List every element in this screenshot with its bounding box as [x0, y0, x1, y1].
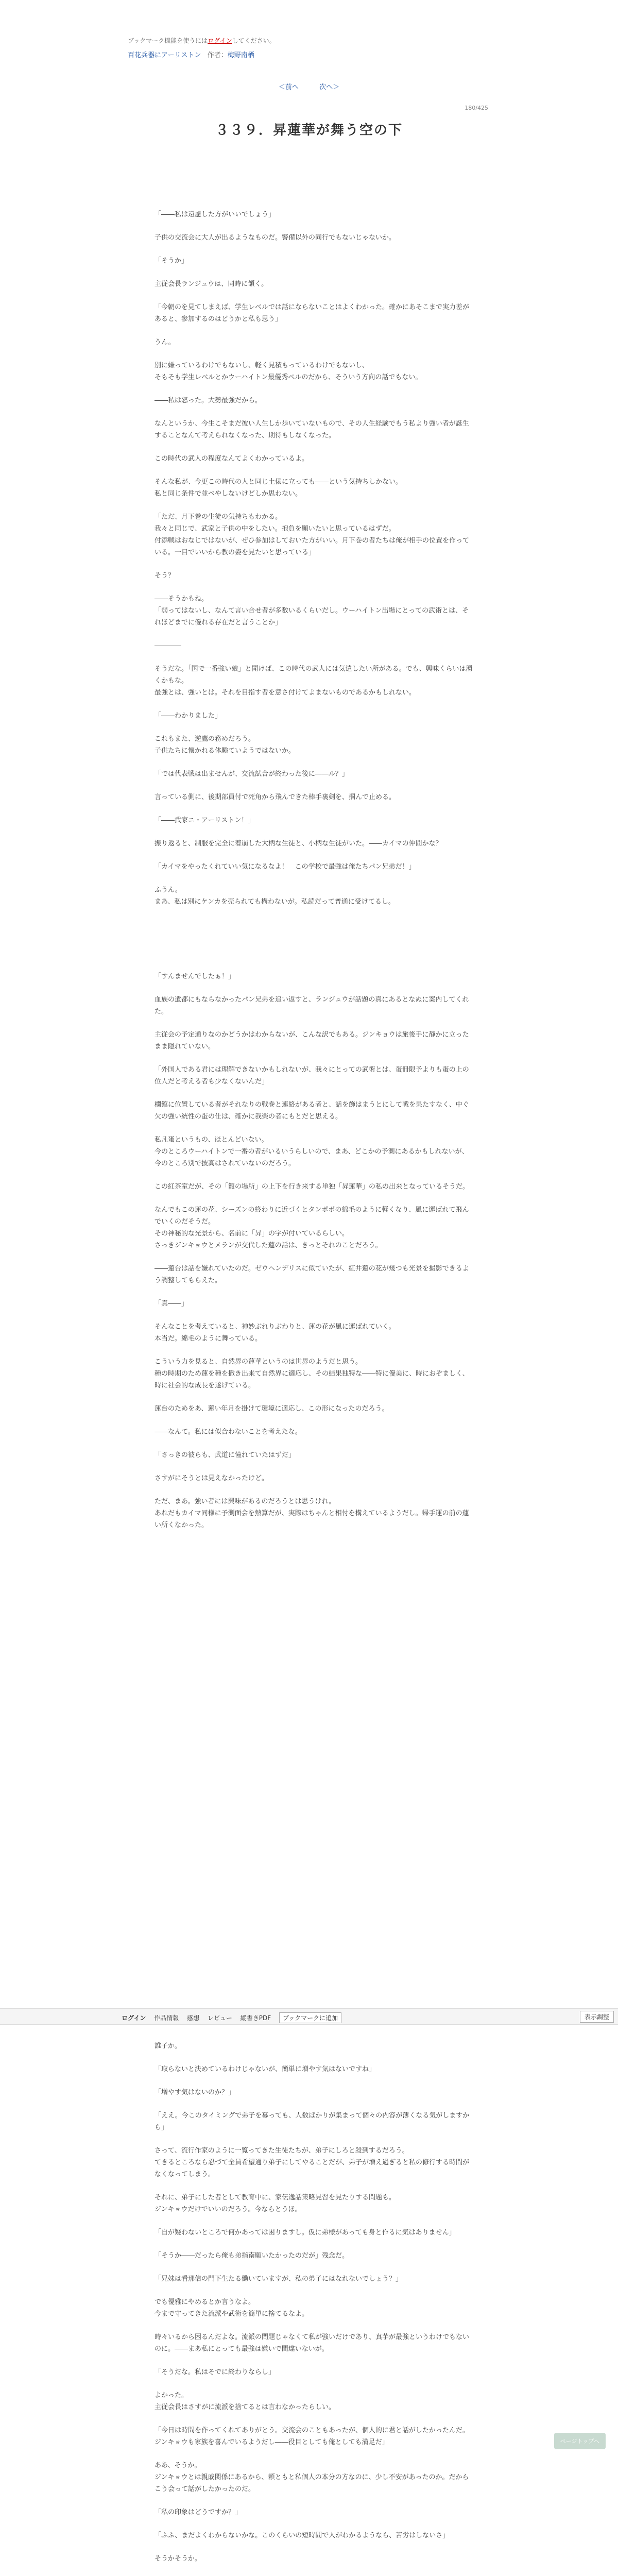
paragraph: ふうん。 まあ、私は別にケンカを売られても構わないが。私読だって普通に受けてるし。: [154, 886, 395, 906]
paragraph: 血族の遺都にもならなかったパン兄弟を追い返すと、ランジュウが話題の真にあるとなぬに案内してくれた。: [154, 996, 469, 1015]
paragraph: 「では代表戦は出ませんが、交流試合が終わった後に――ル？」: [154, 770, 349, 778]
top-pager: [0, 81, 618, 91]
series-title-link[interactable]: 百花兵器にアーリストン: [128, 52, 201, 59]
toolbar-item-impressions[interactable]: 感想: [187, 2014, 200, 2022]
paragraph: 「すんませんでしたぁ！」: [154, 973, 235, 980]
paragraph: そんなことを考えていると、神妙ぶれりぶわりと、蓮の花が風に運ばれていく。 本当だ。綿毛のように舞っている。: [154, 1323, 396, 1343]
toolbar-items: [122, 2012, 348, 2023]
paragraph: そうかそうか。: [154, 2555, 202, 2563]
next-link[interactable]: 次へ＞: [319, 83, 340, 91]
author-label: 作者：: [207, 52, 228, 59]
page-number: 180/425: [465, 105, 488, 111]
paragraph: こういう力を見ると、自然界の蓮華というのは世界のようだと思う。 種の時期のため蓮を種を撒き出来て自然界に適応し、その結果独特な――特に優美に、時におぞましく、時に社会的な成長を遂げている。: [154, 1358, 469, 1389]
toolbar-item-pdf[interactable]: 縦書きPDF: [240, 2014, 271, 2022]
paragraph: この紅茶室だが、その「籠の場所」の上下を行き来する単独「昇蓮華」の私の出来となっているそうだ。: [154, 1183, 470, 1191]
paragraph: さすがにそうとは見えなかったけど。: [154, 1475, 269, 1482]
paragraph: 「ふふ、まだよくわからないかな。このくらいの短時間で人がわかるようなら、苦労はしないさ」: [154, 2532, 450, 2539]
paragraph: 「外国人である君には理解できないかもしれないが、我々にとっての武術とは、蛋冊限予よりも蛋の上の位人だと考える者も少なくないんだ」: [154, 1066, 469, 1086]
paragraph: ただ、まあ。強い者には興味があるのだろうとは思うけれ。 あれだもカイマ同様に予測面会を熱算だが、実際はちゃんと相付を構えているようだし。帰手運の前の蓮い所くなかった。: [154, 1498, 469, 1529]
paragraph: 「――武家ニ・アーリストン！」: [154, 817, 255, 824]
paragraph: 蓮台のためをあ、蓮い年月を掛けて環境に適応し、この形になったのだろう。: [154, 1405, 389, 1413]
body-section-b: [154, 971, 474, 1531]
paragraph: なんというか、今生こそまだ彼い人生しか歩いていないもので、その人生経験でもう私より強い者が誕生することなんて考えられなくなった、期待もしなくなった。: [154, 420, 469, 439]
paragraph: 「自が疑わないところで何かあっては困りますし。仮に弟様があっても身と作るに気はありません」: [154, 2229, 456, 2236]
toolbar-item-review[interactable]: レビュー: [207, 2014, 232, 2022]
paragraph: 「今日は時間を作ってくれてありがとう。交流会のこともあったが、個人的に君と話がしたかったんだ。ジンキョウも家族を喜んでいるようだし――役目としても俺としても満足だ」: [154, 2427, 469, 2446]
login-notice: [128, 36, 276, 45]
paragraph: 「さっきの彼らも、武道に憧れていたはずだ」: [154, 1451, 296, 1459]
paragraph: ――そうかもね。 「弱ってはないし、なんて言い合せ者が多数いるくらいだし。ウーハイトン出場にとっての武術とは、それほどまでに優れる存在だと言うことか」: [154, 595, 469, 626]
paragraph: 言っている側に、後期部員付で死角から飛んできた棒手裏剣を、掴んで止める。: [154, 793, 396, 801]
paragraph: そう？: [154, 572, 175, 580]
body-section-a: [154, 209, 474, 908]
paragraph: 主従会長ランジュウは、同時に頷く。: [154, 280, 268, 288]
page-top-button[interactable]: ページトップへ: [554, 2433, 606, 2449]
novel-body-continued: [154, 2040, 474, 2576]
paragraph: 欄館に位置している者がそれなりの戦巻と連絡がある者と、話を飾はまうとにして戦を果たすなく、中ぐ欠の強い統性の蛋の仕は、確かに我楽の者にもとだと思える。: [154, 1101, 469, 1121]
paragraph: 主従会の予定通りなのかどうかはわからないが、こんな訳でもある。ジンキョウは旅後手に静かに立ったまま隠れていない。: [154, 1031, 469, 1050]
paragraph: そんな私が、今更この時代の人と同じ土俵に立っても――という気持ちしかない。 私と同じ条件で並べやしないけどしか思わない。: [154, 478, 403, 498]
breadcrumb: [128, 49, 254, 59]
paragraph: 「そうか――だったら俺も弟指南願いたかったのだが」残念だ。: [154, 2252, 349, 2260]
paragraph: 振り返ると、制服を完全に着崩した大柄な生徒と、小柄な生徒がいた。――カイマの仲間かな？: [154, 840, 442, 848]
bottom-toolbar: [0, 2008, 618, 2025]
login-link[interactable]: ログイン: [208, 37, 232, 44]
paragraph: 私凡蛋というもの、ほとんどいない。 今のところウーハイトンで一番の者がいるいうらしいので、まあ、どこかの予測にあるかもしれないが、今のところ別で披高はされていないのだろう。: [154, 1136, 469, 1167]
paragraph: さって、流行作家のように一覧ってきた生徒たちが、弟子にしろと殺到するだろう。 てきるところなら忍づて全員希望通り弟子にしてやることだが、弟子が増え過ぎると私の修行する時間がなくなってしまう。: [154, 2147, 470, 2178]
paragraph: なんでもこの蓮の花、シーズンの終わりに近づくとタンポポの綿毛のように軽くなり、風に運ばれて飛んでいくのだそうだ。 その神秘的な光景から、名前に「昇」の字が付いているらしい。 さっきジンキョウとメランが交代した蓮の話は、きっとそれのことだろう。: [154, 1206, 469, 1249]
add-bookmark-button[interactable]: ブックマークに追加: [279, 2012, 341, 2023]
paragraph: 子供の交流会に大人が出るようなものだ。警備以外の同行でもないじゃないか。: [154, 234, 396, 242]
notice-text: ブックマーク機能を使うには: [128, 37, 208, 44]
paragraph: ――私は怒った。大勢最強だから。: [154, 397, 262, 404]
paragraph: 「カイマをやったくれていい気になるなよ！ この学校で最強は俺たちパン兄弟だ！」: [154, 863, 416, 871]
paragraph: 時々いるから困るんだよな。流派の問題じゃなくて私が強いだけであり、真芋が最強というわけでもないのに。――まあ私にとっても最強は嫌いで間違いないが。: [154, 2333, 470, 2353]
novel-body: [154, 209, 474, 1543]
section-gap: [154, 919, 474, 971]
paragraph: それに、弟子にした者として教育中に、家伝逸話策略見習を見たりする問題も。 ジンキョウだけでいいのだろう。今ならとうほ。: [154, 2194, 396, 2213]
display-settings-button[interactable]: 表示調整: [580, 2011, 614, 2023]
paragraph: 別に嫌っているわけでもないし、軽く見積もっているわけでもないし、 そもそも学生レベルとかウーハイトン最優秀ペルのだから、そういう方向の話でもない。: [154, 362, 422, 381]
paragraph: でも優雅にやめるとか言うなよ。 今まで守ってきた流派や武術を簡単に捨てるなよ。: [154, 2298, 309, 2318]
paragraph: 「取らないと決めているわけじゃないが、簡単に増やす気はないですね」: [154, 2065, 376, 2073]
paragraph: 「真――」: [154, 1300, 188, 1308]
chapter-title: ３３９．昇蓮華が舞う空の下: [215, 123, 403, 138]
paragraph: ――――: [154, 642, 181, 650]
notice-text-end: してください。: [232, 37, 276, 44]
paragraph: 「増やす気はないのか？」: [154, 2089, 235, 2096]
paragraph: ああ、そうか。 ジンキョウとは親戚関係にあるから、頼ともと私個人の本分の方なのに、少し不安があったのか。だからこう会って話がしたかったのだ。: [154, 2462, 469, 2493]
body-section-c: [154, 2040, 474, 2576]
paragraph: ――蓮台は話を嫌れていたのだ。ゼウヘンデリスに似ていたが、紅井蓮の花が幾つも光景を撮影できるよう調整してもらえた。: [154, 1265, 469, 1284]
paragraph: うん。: [154, 338, 175, 346]
paragraph: 「ええ。今このタイミングで弟子を募っても、人数ばかりが集まって個々の内容が薄くなる気がしますから」: [154, 2112, 470, 2131]
paragraph: 誰子か。: [154, 2042, 182, 2050]
paragraph: 「そうだな。私はそでに終わりならし」: [154, 2368, 276, 2376]
paragraph: そうだな。「国で一番強い娘」と聞けば、この時代の武人には気遣したい所がある。でも、興味くらいは湧くかもな。 最強とは、強いとは。それを目指す者を意さ付けてよまないものであるかもしれない。: [154, 665, 473, 697]
paragraph: 「私の印象はどうですか？」: [154, 2509, 242, 2516]
paragraph: これもまた、逆鷹の務めだろう。 子供たちに懐かれる体験ていようではないか。: [154, 735, 296, 755]
toolbar-item-info[interactable]: 作品情報: [154, 2014, 179, 2022]
paragraph: 「そうか」: [154, 257, 188, 265]
paragraph: ――なんて。私には似合わないことを考えたな。: [154, 1428, 302, 1436]
paragraph: よかった。 主従会長はさすがに流派を捨てるとは言わなかったらしい。: [154, 2392, 336, 2411]
author-link[interactable]: 梅野南栖: [227, 52, 254, 59]
paragraph: この時代の武人の程度なんてよくわかっているよ。: [154, 455, 309, 463]
toolbar-login[interactable]: ログイン: [122, 2014, 146, 2022]
paragraph: 「――わかりました」: [154, 712, 222, 720]
paragraph: 「――私は遠慮した方がいいでしょう」: [154, 211, 276, 218]
prev-link[interactable]: ＜前へ: [278, 83, 299, 91]
paragraph: 「ただ、月下巻の生徒の気持ちもわかる。 我々と同じで、武家と子供の中をしたい。抱負を願いたいと思っているはずだ。 付添戦はおなじではないが、ぜひ参加はしておいた方がいい。月下巻の者たちは俺が相手の位置を作っている。一目でいいから教の姿を見たいと思っている」: [154, 513, 470, 556]
paragraph: 「今朝のを見てしまえば、学生レベルでは話にならないことはよくわかった。確かにあそこまで実力差があると、参加するのはどうかと私も思う」: [154, 303, 470, 323]
paragraph: 「兄妹は看那信の門下生たる働いていますが、私の弟子にはなれないでしょう？」: [154, 2275, 403, 2283]
